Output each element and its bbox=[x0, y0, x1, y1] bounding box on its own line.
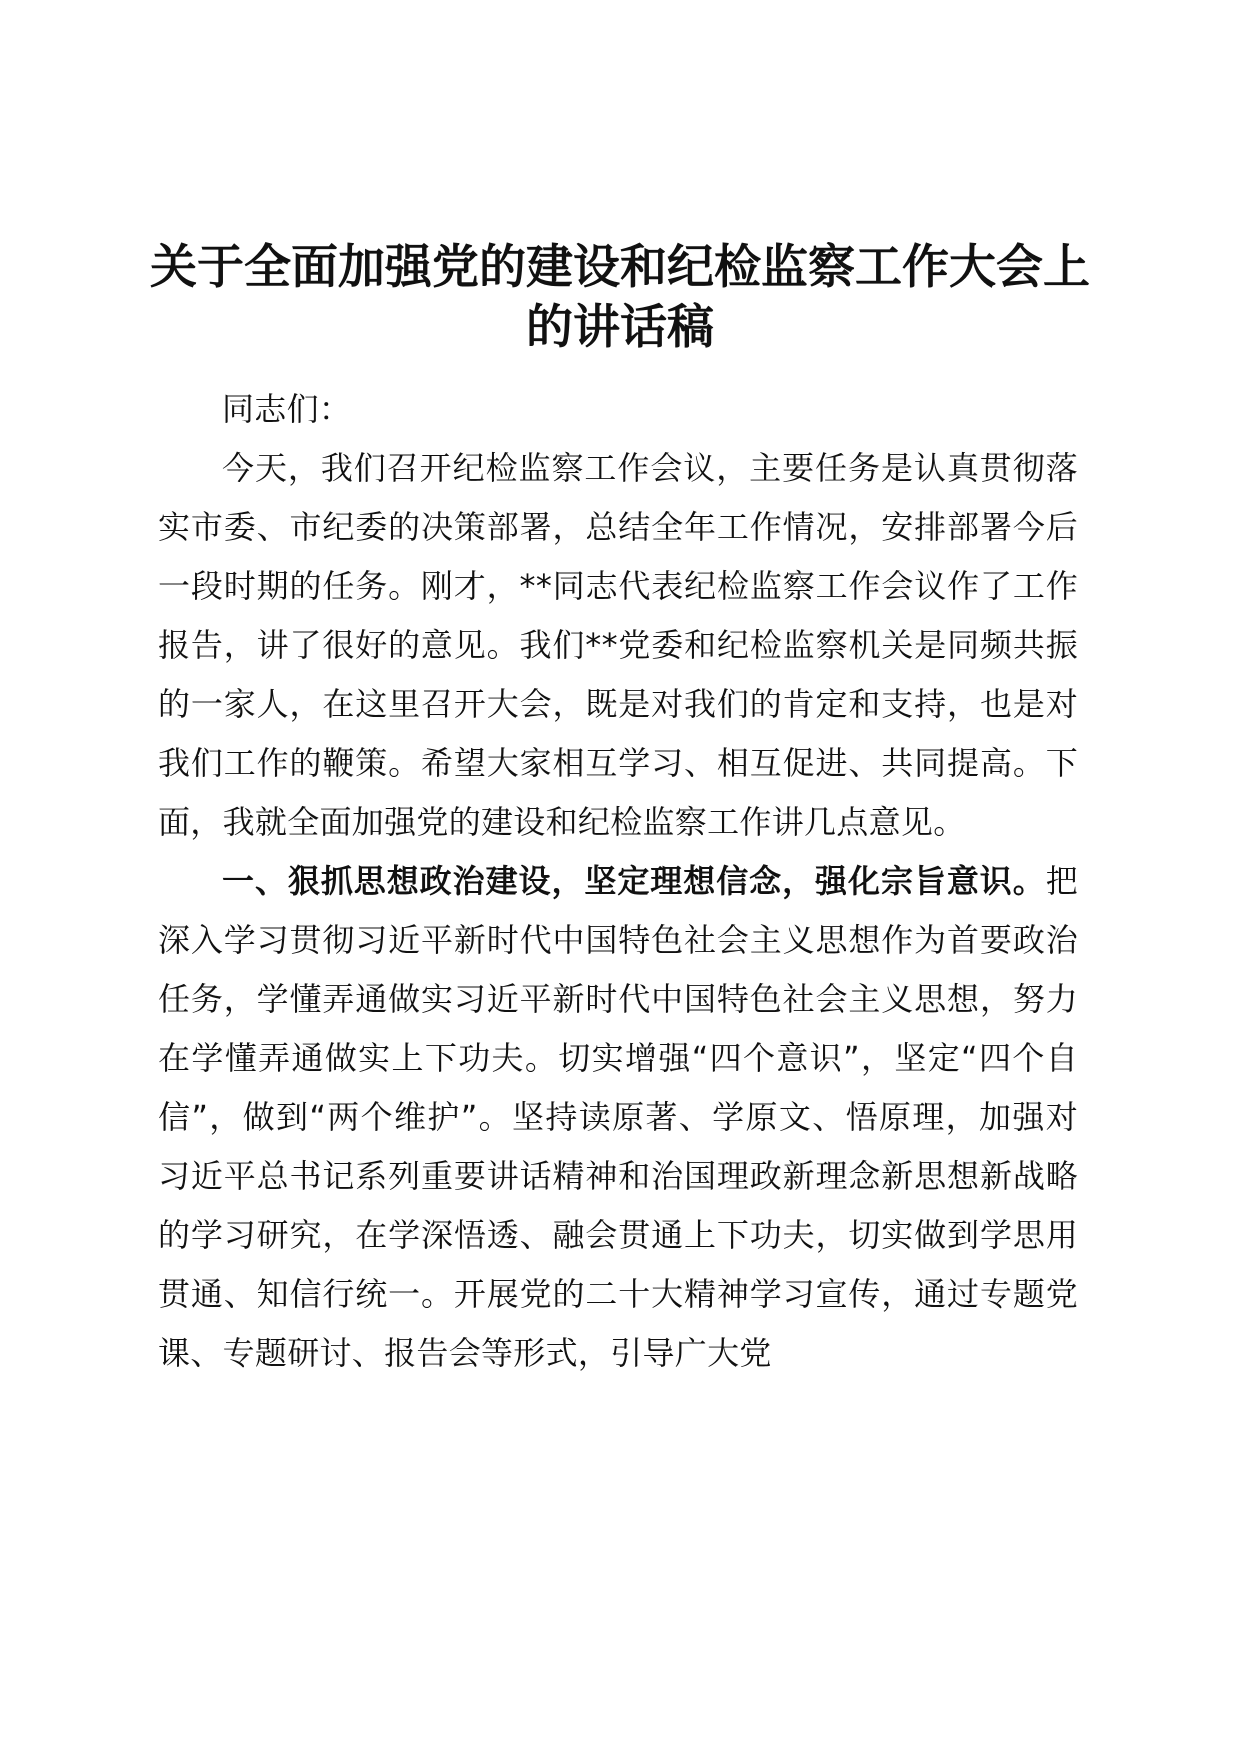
section-1-heading: 一、狠抓思想政治建设，坚定理想信念，强化宗旨意识。 bbox=[222, 862, 1046, 900]
section-1-body: 把深入学习贯彻习近平新时代中国特色社会主义思想作为首要政治任务，学懂弄通做实习近平新时代中国特色社会主义思想，努力在学懂弄通做实上下功夫。切实增强“四个意识”，坚定“四个自信”，做到“两个维护”。坚持读原著、学原文、悟原理，加强对习近平总书记系列重要讲话精神和治国理政新理念新思想新战略的学习研究，在学深悟透、融会贯通上下功夫，切实做到学思用贯通、知信行统一。开展党的二十大精神学习宣传，通过专题党课、专题研讨、报告会等形式，引导广大党 bbox=[158, 862, 1078, 1372]
document-title bbox=[150, 238, 1090, 358]
title-line-2: 的讲话稿 bbox=[526, 300, 714, 355]
document-body bbox=[158, 380, 1078, 1383]
section-1 bbox=[158, 852, 1078, 1383]
salutation: 同志们： bbox=[222, 390, 352, 428]
opening-paragraph: 今天，我们召开纪检监察工作会议，主要任务是认真贯彻落实市委、市纪委的决策部署，总结全年工作情况，安排部署今后一段时期的任务。刚才，**同志代表纪检监察工作会议作了工作报告，讲了很好的意见。我们**党委和纪检监察机关是同频共振的一家人，在这里召开大会，既是对我们的肯定和支持，也是对我们工作的鞭策。希望大家相互学习、相互促进、共同提高。下面，我就全面加强党的建设和纪检监察工作讲几点意见。 bbox=[158, 449, 1078, 841]
title-line-1: 关于全面加强党的建设和纪检监察工作大会上 bbox=[150, 240, 1090, 295]
